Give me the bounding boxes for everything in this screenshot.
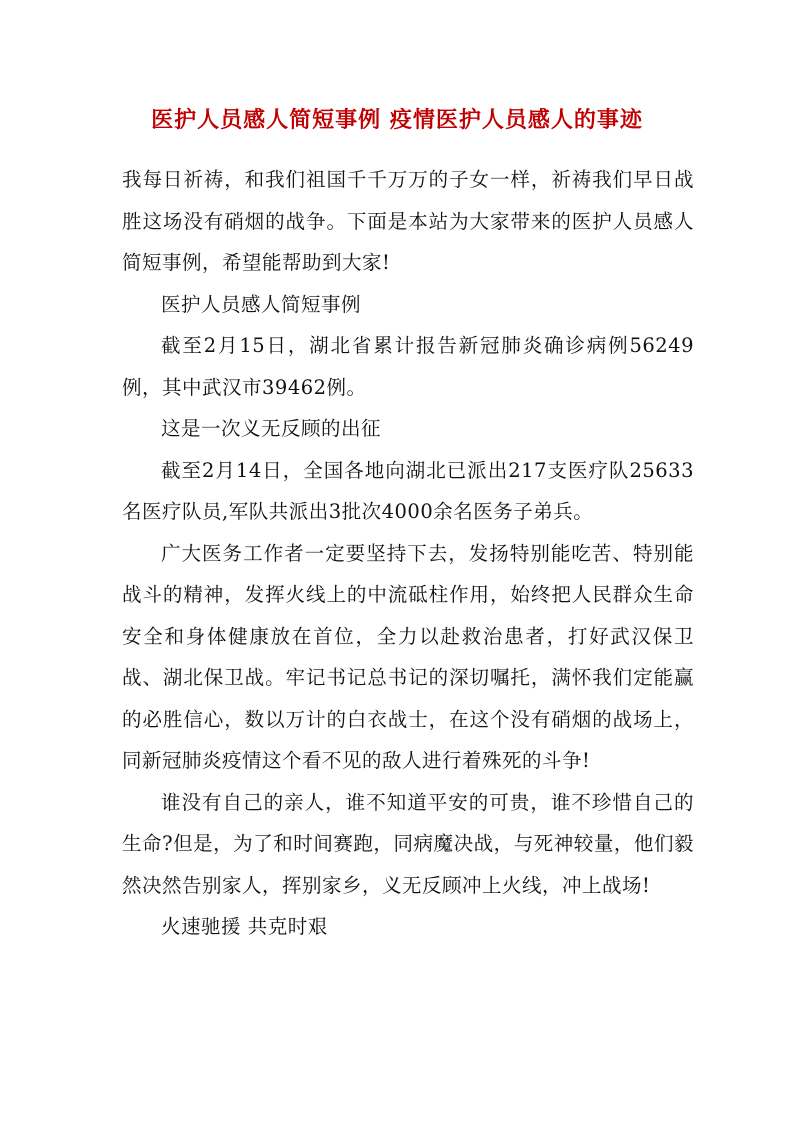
section-heading-expedition: 这是一次义无反顾的出征: [161, 417, 382, 440]
document-body: [122, 159, 694, 948]
intro-paragraph: 我每日祈祷，和我们祖国千千万万的子女一样，祈祷我们早日战胜这场没有硝烟的战争。下面是本站为大家带来的医护人员感人简短事例，希望能帮助到大家!: [122, 168, 694, 274]
body-paragraph: 谁没有自己的亲人，谁不知道平安的可贵，谁不珍惜自己的生命?但是，为了和时间赛跑，同病魔决战，与死神较量，他们毅然决然告别家人，挥别家乡，义无反顾冲上火线，冲上战场!: [122, 790, 694, 897]
document-title: 医护人员感人简短事例 疫情医护人员感人的事迹: [151, 107, 643, 133]
body-paragraph: 截至2月14日，全国各地向湖北已派出217支医疗队25633名医疗队员,军队共派出3批次4000余名医务子弟兵。: [122, 458, 694, 523]
body-paragraph: 截至2月15日，湖北省累计报告新冠肺炎确诊病例56249例，其中武汉市39462例。: [122, 334, 694, 399]
section-heading-aid: 火速驰援 共克时艰: [161, 915, 328, 938]
section-heading-examples: 医护人员感人简短事例: [161, 292, 362, 316]
body-paragraph: 广大医务工作者一定要坚持下去，发扬特别能吃苦、特别能战斗的精神，发挥火线上的中流砥柱作用，始终把人民群众生命安全和身体健康放在首位，全力以赴救治患者，打好武汉保卫战、湖北保卫战。牢记书记总书记的深切嘱托，满怀我们定能赢的必胜信心，数以万计的白衣战士，在这个没有硝烟的战场上，同新冠肺炎疫情这个看不见的敌人进行着殊死的斗争!: [122, 541, 694, 772]
